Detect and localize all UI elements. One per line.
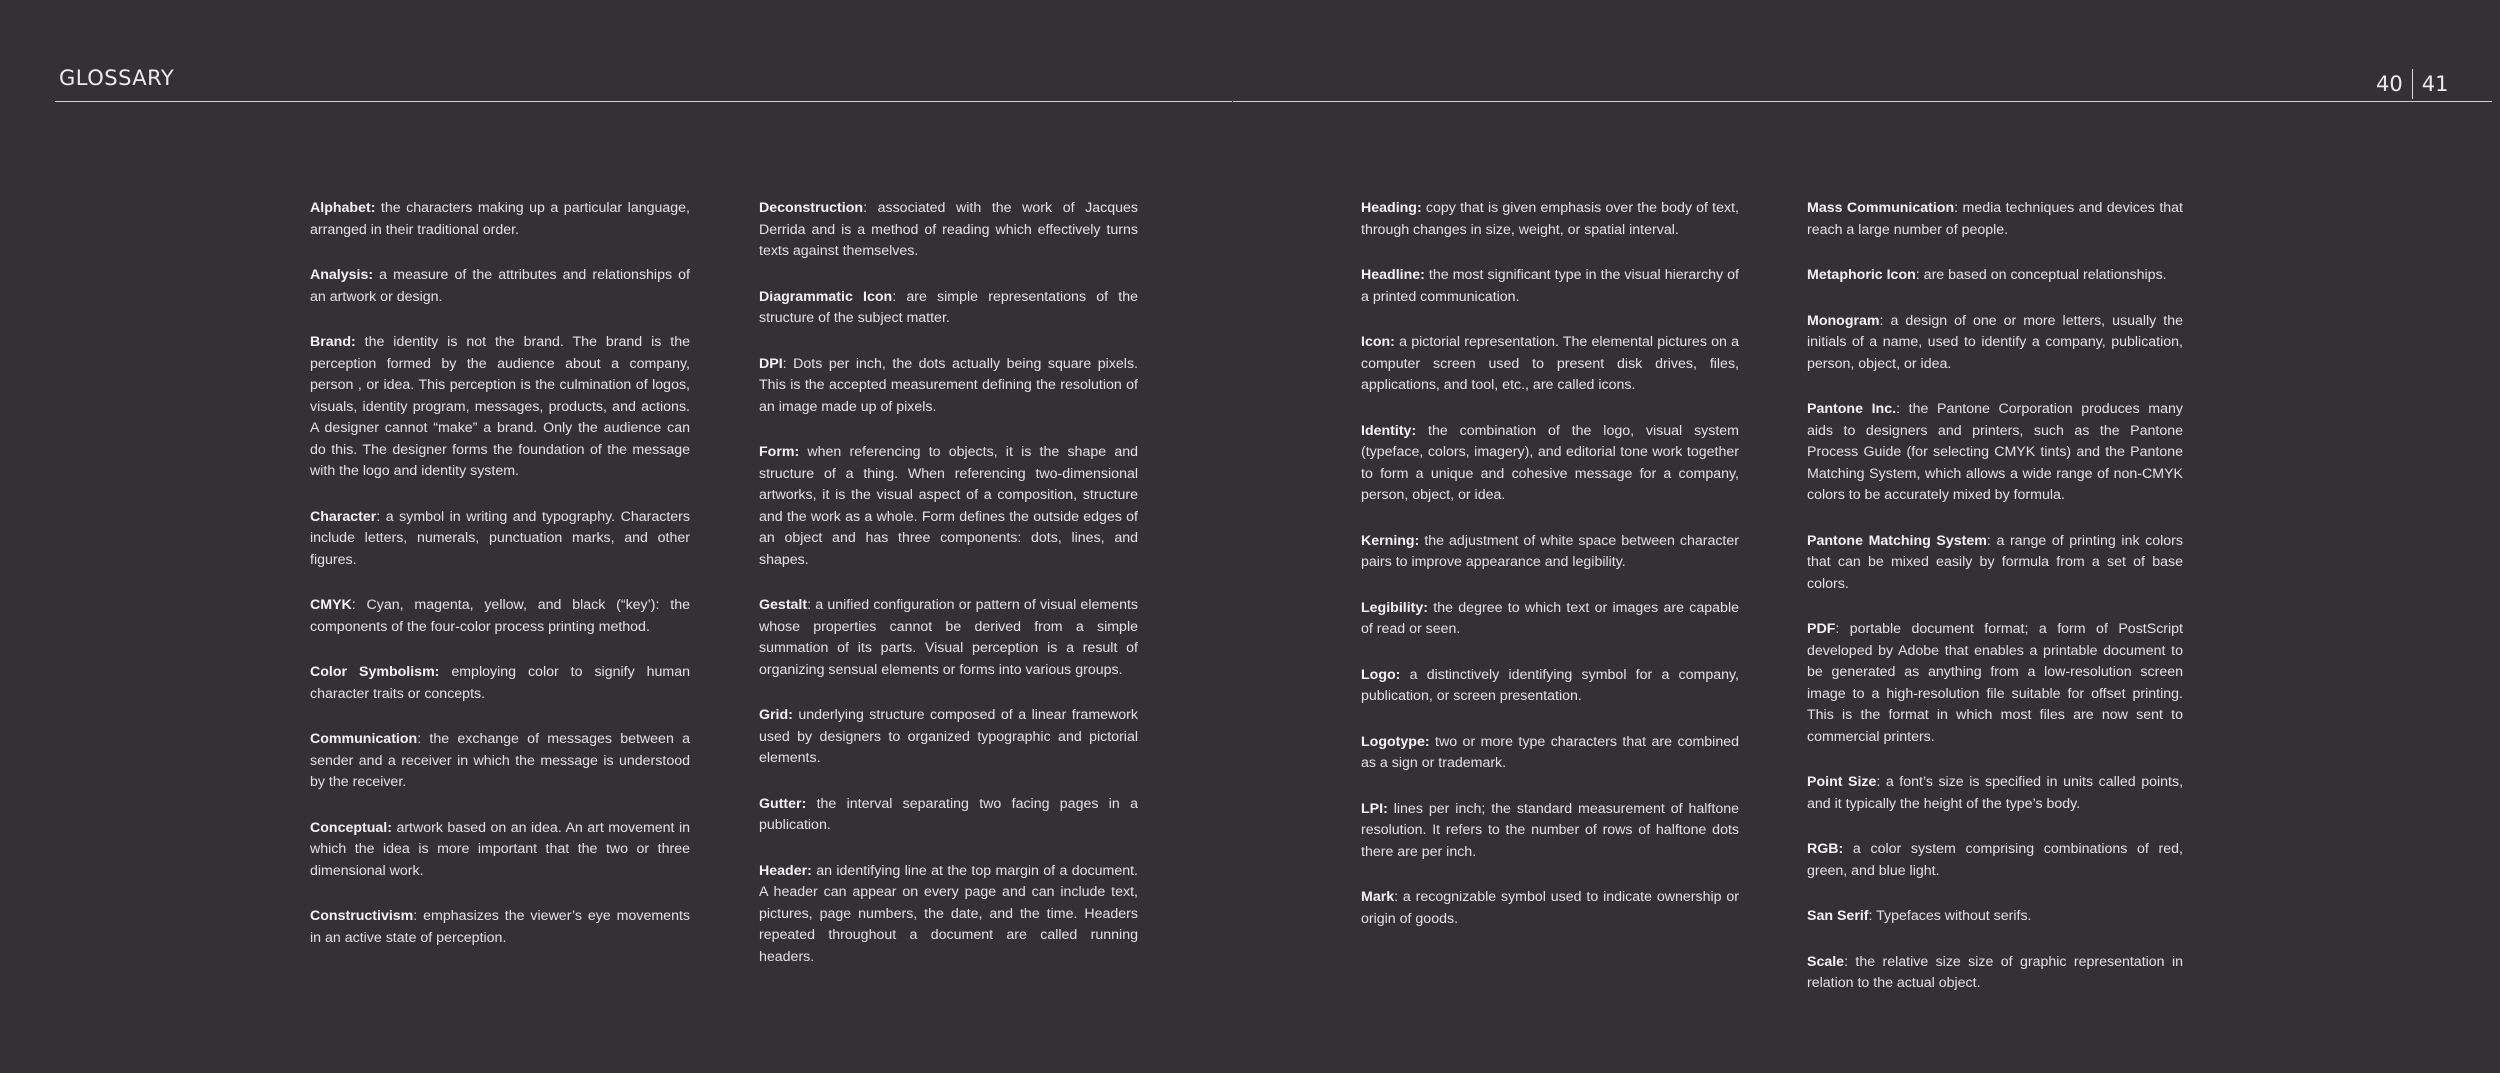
glossary-definition: an identifying line at the top margin of a document. A header can appear on every page and can include text, pictures, page numbers, the date, and the time. Headers repeated throughout a document are called running headers. xyxy=(759,862,1138,965)
glossary-entry xyxy=(759,198,1138,263)
glossary-entry xyxy=(310,595,690,638)
glossary-definition: : the exchange of messages between a sender and a receiver in which the message is understood by the receiver. xyxy=(310,731,690,790)
glossary-entry xyxy=(1361,332,1739,397)
glossary-entry xyxy=(310,265,690,308)
glossary-definition: : associated with the work of Jacques Derrida and is a method of reading which effectively turns texts against themselves. xyxy=(759,200,1138,259)
glossary-definition: : a symbol in writing and typography. Characters include letters, numerals, punctuation marks, and other figures. xyxy=(310,508,690,568)
page-number-divider xyxy=(2412,69,2413,99)
glossary-column-2 xyxy=(759,198,1138,992)
glossary-term: Alphabet: xyxy=(310,200,376,216)
glossary-term: Point Size xyxy=(1807,774,1877,790)
glossary-term: Pantone Matching System xyxy=(1807,532,1987,549)
glossary-definition: : Cyan, magenta, yellow, and black (“key’): the components of the four-color process printing method. xyxy=(310,597,690,635)
glossary-definition: the interval separating two facing pages in a publication. xyxy=(759,795,1138,833)
glossary-entry xyxy=(310,198,690,241)
header-rule-right xyxy=(1233,101,2492,102)
glossary-term: Logo: xyxy=(1361,666,1401,683)
glossary-definition: the most significant type in the visual hierarchy of a printed communication. xyxy=(1361,267,1739,305)
glossary-entry xyxy=(1807,399,2183,507)
glossary-definition: : a font’s size is specified in units called points, and it typically the height of the type’s body. xyxy=(1807,774,2184,812)
glossary-term: Gutter: xyxy=(759,795,807,812)
page-title: GLOSSARY xyxy=(59,66,175,90)
glossary-term: Legibility: xyxy=(1361,599,1428,616)
glossary-definition: employing color to signify human character traits or concepts. xyxy=(310,664,690,702)
glossary-term: DPI xyxy=(759,355,783,372)
glossary-term: Constructivism xyxy=(310,908,414,924)
glossary-definition: copy that is given emphasis over the body of text, through changes in size, weight, or spatial interval. xyxy=(1361,200,1739,238)
glossary-entry xyxy=(1807,952,2183,995)
glossary-term: Heading: xyxy=(1361,200,1422,216)
glossary-entry xyxy=(759,705,1138,770)
glossary-term: Grid: xyxy=(759,707,793,723)
glossary-entry xyxy=(759,442,1138,571)
glossary-entry xyxy=(759,595,1138,681)
glossary-definition: : portable document format; a form of PostScript developed by Adobe that enables a printable document to be generated as anything from a low-resolution screen image to a high-resolution file suitable for offset printing. This is the format in which most files are now sent to commercial printers. xyxy=(1807,621,2183,745)
glossary-entry xyxy=(1361,665,1739,708)
glossary-entry xyxy=(1361,799,1739,864)
glossary-term: Identity: xyxy=(1361,422,1417,439)
glossary-definition: the combination of the logo, visual system (typeface, colors, imagery), and editorial tone work together to form a unique and cohesive message for a company, person, object, or idea. xyxy=(1361,422,1739,503)
glossary-term: CMYK xyxy=(310,597,352,613)
glossary-column-1 xyxy=(310,198,690,973)
glossary-definition: : the Pantone Corporation produces many aids to designers and printers, such as the Pantone Process Guide (for selecting CMYK tints) and the Pantone Matching System, which allows a wide range of non-CMYK colors to be accurately mixed by formula. xyxy=(1807,401,2183,503)
glossary-term: San Serif xyxy=(1807,908,1869,924)
glossary-entry xyxy=(1807,311,2183,376)
glossary-entry xyxy=(1361,887,1739,930)
glossary-entry xyxy=(1361,265,1739,308)
glossary-term: Gestalt xyxy=(759,597,808,613)
glossary-definition: : emphasizes the viewer’s eye movements in an active state of perception. xyxy=(310,908,690,946)
glossary-entry xyxy=(1807,772,2183,815)
glossary-entry xyxy=(759,354,1138,419)
glossary-definition: lines per inch; the standard measurement of halftone resolution. It refers to the number of rows of halftone dots there are per inch. xyxy=(1361,800,1739,860)
glossary-definition: : Dots per inch, the dots actually being square pixels. This is the accepted measurement defining the resolution of an image made up of pixels. xyxy=(759,355,1138,415)
glossary-definition: a distinctively identifying symbol for a company, publication, or screen presentation. xyxy=(1361,666,1739,704)
glossary-entry xyxy=(1807,619,2183,748)
glossary-definition: when referencing to objects, it is the shape and structure of a thing. When referencing two-dimensional artworks, it is the visual aspect of a composition, structure and the work as a whole. Form defines the outside edges of an object and has three components: dots, lines, and shapes. xyxy=(759,444,1138,568)
glossary-entry xyxy=(1807,906,2183,928)
glossary-definition: the adjustment of white space between character pairs to improve appearance and legibility. xyxy=(1361,532,1739,570)
page-number-right: 41 xyxy=(2421,72,2449,96)
glossary-term: Character xyxy=(310,508,377,525)
glossary-term: Scale xyxy=(1807,953,1845,970)
glossary-definition: the characters making up a particular language, arranged in their traditional order. xyxy=(310,200,690,238)
glossary-definition: : a recognizable symbol used to indicate ownership or origin of goods. xyxy=(1361,889,1739,927)
glossary-definition: : media techniques and devices that reach a large number of people. xyxy=(1807,200,2183,238)
glossary-entry xyxy=(310,507,690,572)
glossary-definition: a measure of the attributes and relationships of an artwork or design. xyxy=(310,267,690,305)
glossary-term: Diagrammatic Icon xyxy=(759,288,893,305)
glossary-entry xyxy=(759,861,1138,969)
glossary-term: Logotype: xyxy=(1361,733,1430,750)
glossary-column-4 xyxy=(1807,198,2183,1019)
glossary-entry xyxy=(1361,198,1739,241)
glossary-term: Communication xyxy=(310,731,418,747)
glossary-term: Header: xyxy=(759,862,812,879)
glossary-term: Conceptual: xyxy=(310,819,392,836)
glossary-term: RGB: xyxy=(1807,841,1844,857)
glossary-definition: two or more type characters that are combined as a sign or trademark. xyxy=(1361,733,1739,771)
glossary-entry xyxy=(1807,531,2183,596)
glossary-entry xyxy=(310,818,690,883)
glossary-definition: a pictorial representation. The elemental pictures on a computer screen used to present disk drives, files, applications, and tool, etc., are called icons. xyxy=(1361,334,1739,393)
glossary-term: Form: xyxy=(759,444,800,460)
glossary-term: Color Symbolism: xyxy=(310,664,440,680)
glossary-term: PDF xyxy=(1807,621,1836,637)
glossary-entry xyxy=(1807,839,2183,882)
header-rule-left xyxy=(55,101,1232,102)
glossary-definition: : a design of one or more letters, usually the initials of a name, used to identify a company, publication, person, object, or idea. xyxy=(1807,312,2183,372)
glossary-term: LPI: xyxy=(1361,800,1388,817)
glossary-term: Monogram xyxy=(1807,312,1880,329)
glossary-entry xyxy=(310,662,690,705)
glossary-term: Mark xyxy=(1361,889,1395,905)
glossary-entry xyxy=(1361,732,1739,775)
glossary-entry xyxy=(310,332,690,483)
glossary-definition: : a range of printing ink colors that can be mixed easily by formula from a set of base colors. xyxy=(1807,532,2183,592)
glossary-term: Headline: xyxy=(1361,267,1425,283)
glossary-definition: : a unified configuration or pattern of visual elements whose properties cannot be derived from a simple summation of its parts. Visual perception is a result of organizing sensual elements or forms into various groups. xyxy=(759,597,1138,678)
page-numbers xyxy=(2376,69,2448,99)
glossary-term: Kerning: xyxy=(1361,532,1420,549)
glossary-definition: underlying structure composed of a linear framework used by designers to organized typographic and pictorial elements. xyxy=(759,707,1138,766)
glossary-definition: : are simple representations of the structure of the subject matter. xyxy=(759,288,1138,326)
glossary-definition: a color system comprising combinations of red, green, and blue light. xyxy=(1807,841,2183,879)
glossary-term: Pantone Inc. xyxy=(1807,401,1897,417)
glossary-definition: : are based on conceptual relationships. xyxy=(1915,267,2167,283)
glossary-definition: the degree to which text or images are capable of read or seen. xyxy=(1361,599,1739,637)
glossary-definition: artwork based on an idea. An art movement in which the idea is more important that the two or three dimensional work. xyxy=(310,819,690,879)
glossary-term: Brand: xyxy=(310,334,356,350)
glossary-entry xyxy=(1361,598,1739,641)
glossary-entry xyxy=(310,729,690,794)
glossary-entry xyxy=(1807,265,2183,287)
glossary-definition: : the relative size size of graphic representation in relation to the actual object. xyxy=(1807,953,2183,991)
glossary-entry xyxy=(1807,198,2183,241)
glossary-entry xyxy=(1361,421,1739,507)
page-number-left: 40 xyxy=(2376,72,2403,96)
glossary-definition: : Typefaces without serifs. xyxy=(1868,908,2032,924)
glossary-entry xyxy=(759,794,1138,837)
glossary-entry xyxy=(310,906,690,949)
glossary-term: Mass Communication xyxy=(1807,200,1955,216)
glossary-term: Analysis: xyxy=(310,267,374,283)
glossary-entry xyxy=(1361,531,1739,574)
glossary-column-3 xyxy=(1361,198,1739,954)
glossary-term: Metaphoric Icon xyxy=(1807,267,1916,283)
glossary-term: Icon: xyxy=(1361,334,1395,350)
glossary-term: Deconstruction xyxy=(759,200,864,216)
glossary-entry xyxy=(759,287,1138,330)
glossary-definition: the identity is not the brand. The brand is the perception formed by the audience about a company, person , or idea. This perception is the culmination of logos, visuals, identity program, messages, products, and actions. A designer cannot “make” a brand. Only the audience can do this. The designer forms the foundation of the message with the logo and identity system. xyxy=(310,334,690,479)
